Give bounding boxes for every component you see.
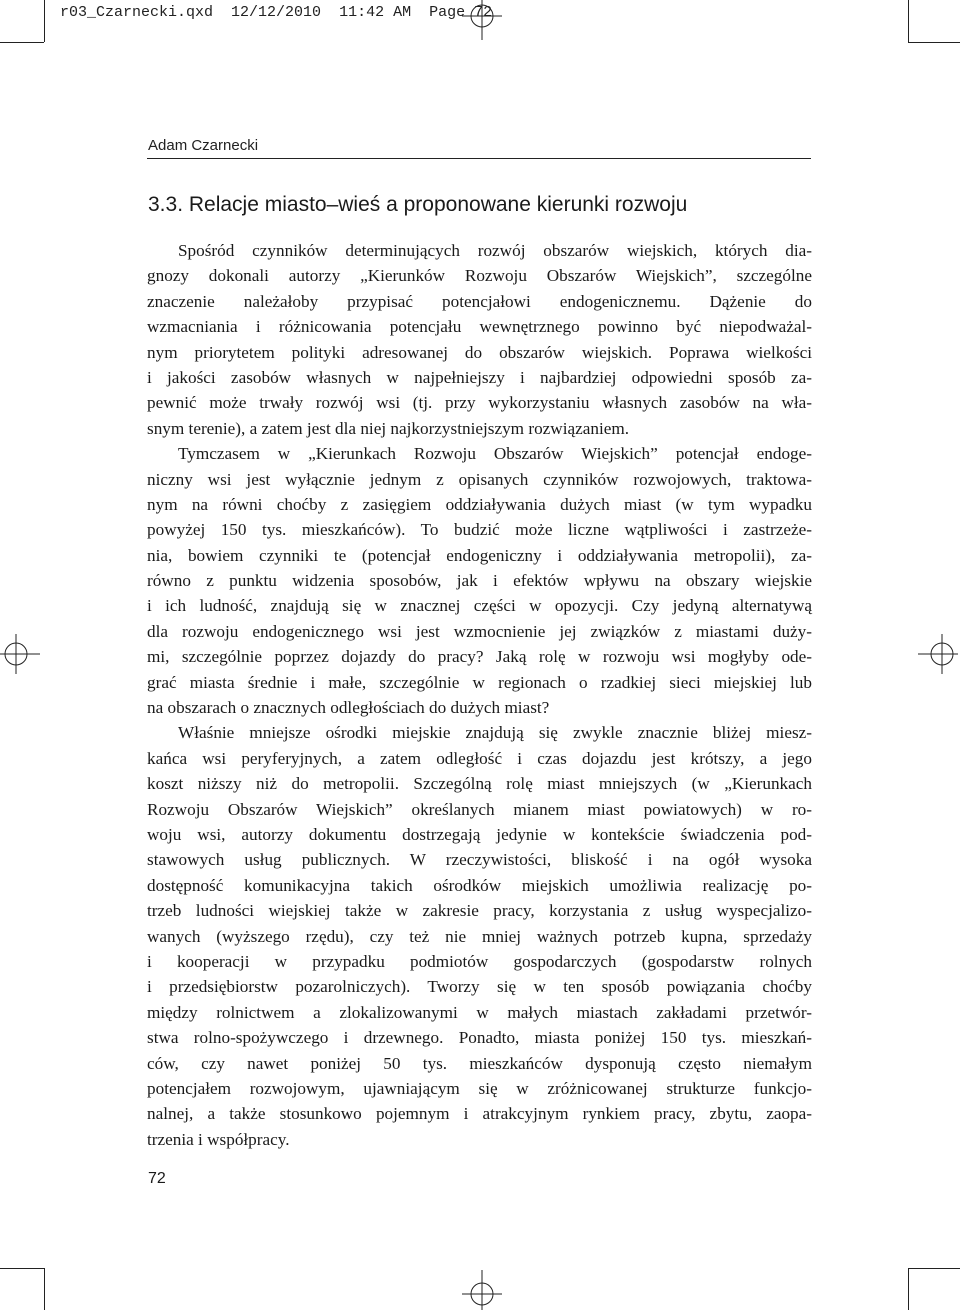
crop-mark	[0, 1268, 44, 1269]
text-line: nym priorytetem polityki adresowanej do obszarów wiejskich. Poprawa wielkości	[147, 342, 812, 362]
text-line: kańca wsi peryferyjnych, a zatem odległość i czas dojazdu jest krótszy, a jego	[147, 748, 812, 768]
text-line: nia, bowiem czynniki te (potencjał endogeniczny i oddziaływania metropolii), za-	[147, 545, 812, 565]
slug-date: 12/12/2010	[231, 4, 322, 21]
crop-mark	[0, 42, 44, 43]
page-number: 72	[148, 1170, 166, 1187]
text-line: Spośród czynników determinujących rozwój obszarów wiejskich, których dia-	[178, 241, 812, 260]
text-line: Rozwoju Obszarów Wiejskich” określanych mianem miast powiatowych) w ro-	[147, 799, 812, 819]
text-line: dostępność komunikacyjna takich ośrodków miejskich umożliwia realizację po-	[147, 875, 812, 895]
crop-mark	[908, 1268, 960, 1269]
text-line: woju wsi, autorzy dokumentu dostrzegają jedynie w kontekście świadczenia pod-	[147, 824, 812, 844]
body-text	[147, 238, 812, 1152]
registration-mark-icon	[462, 0, 502, 40]
text-line: nym na równi choćby z zasięgiem oddziaływania dużych miast (w tym wypadku	[147, 494, 812, 514]
text-line: trzeb ludności wiejskiej także w zakresie pracy, korzystania z usług wyspecjalizo-	[147, 901, 812, 921]
text-line: stawowych usług publicznych. W rzeczywistości, bliskość i na ogół wysoka	[147, 850, 812, 870]
section-title: 3.3. Relacje miasto–wieś a proponowane kierunki rozwoju	[148, 193, 688, 216]
registration-mark-icon	[0, 634, 40, 674]
registration-mark-icon	[462, 1270, 502, 1310]
crop-mark	[44, 0, 45, 42]
text-line: mi, szczególnie poprzez dojazdy do pracy? Jaką rolę w rozwoju wsi mogłyby ode-	[147, 647, 812, 667]
print-slug	[60, 4, 492, 21]
text-line: stwa rolno-spożywczego i drzewnego. Ponadto, miasta poniżej 150 tys. mieszkań-	[147, 1028, 812, 1048]
text-line: i jakości zasobów własnych w najpełniejszy i najbardziej odpowiedni sposób za-	[147, 367, 812, 387]
text-line: znaczenie należałoby przypisać potencjałowi endogenicznemu. Dążenie do	[147, 291, 812, 311]
text-line: pewnić może trwały rozwój wsi (tj. przy wykorzystaniu własnych zasobów na wła-	[147, 393, 812, 413]
text-line: nalnej, a także stosunkowo pojemnym i atrakcyjnym rynkiem pracy, zbytu, zaopa-	[147, 1104, 812, 1124]
text-line: powyżej 150 tys. mieszkańców). To budzić może liczne wątpliwości i zastrzeże-	[147, 520, 812, 540]
crop-mark	[44, 1268, 45, 1310]
crop-mark	[908, 1268, 909, 1310]
text-line: i ich ludność, znajdują się w znacznej części w opozycji. Czy jedyną alternatywą	[147, 596, 812, 616]
text-line: równo z punktu widzenia sposobów, jak i efektów wpływu na obszary wiejskie	[147, 571, 812, 591]
registration-mark-icon	[918, 634, 958, 674]
text-line: trzenia i współpracy.	[147, 1129, 290, 1149]
slug-time: 11:42 AM	[339, 4, 412, 21]
slug-file: r03_Czarnecki.qxd	[60, 4, 214, 21]
header-rule	[147, 158, 811, 159]
text-line: koszt niższy niż do metropolii. Szczególną rolę miast mniejszych (w „Kierunkach	[147, 774, 812, 794]
text-line: ców, czy nawet poniżej 50 tys. mieszkańców dysponują często niemałym	[147, 1053, 812, 1073]
text-line: i kooperacji w przypadku podmiotów gospodarczych (gospodarstw rolnych	[147, 951, 812, 971]
text-line: snym terenie), a zatem jest dla niej najkorzystniejszym rozwiązaniem.	[147, 418, 630, 438]
text-line: dla rozwoju endogenicznego wsi jest wzmocnienie jej związków z miastami duży-	[147, 621, 812, 641]
text-line: i przedsiębiorstw pozarolniczych). Tworzy się w ten sposób powiązania choćby	[147, 977, 812, 997]
text-line: niczny wsi jest wyłącznie jednym z opisanych czynników rozwojowych, traktowa-	[147, 469, 812, 489]
text-line: grać miasta średnie i małe, szczególnie w regionach o rzadkiej sieci miejskiej lub	[147, 672, 812, 692]
text-line: gnozy dokonali autorzy „Kierunków Rozwoju Obszarów Wiejskich”, szczególne	[147, 266, 812, 286]
slug-page: Page 72	[429, 4, 493, 21]
text-line: Właśnie mniejsze ośrodki miejskie znajdują się zwykle znacznie bliżej miesz-	[178, 723, 812, 743]
crop-mark	[908, 42, 960, 43]
text-line: wanych (wyższego rzędu), czy też nie mniej ważnych potrzeb kupna, sprzedaży	[147, 926, 812, 946]
text-line: potencjałem rozwojowym, ujawniającym się w zróżnicowanej strukturze funkcjo-	[147, 1078, 812, 1098]
text-line: wzmacniania i różnicowania potencjału wewnętrznego powinno być niepodważal-	[147, 317, 812, 337]
text-line: na obszarach o znacznych odległościach do dużych miast?	[147, 698, 550, 718]
running-head-author: Adam Czarnecki	[148, 137, 259, 154]
text-line: Tymczasem w „Kierunkach Rozwoju Obszarów Wiejskich” potencjał endoge-	[178, 444, 812, 464]
crop-mark	[908, 0, 909, 42]
text-line: między rolnictwem a zlokalizowanymi w małych miastach zakładami przetwór-	[147, 1002, 812, 1022]
